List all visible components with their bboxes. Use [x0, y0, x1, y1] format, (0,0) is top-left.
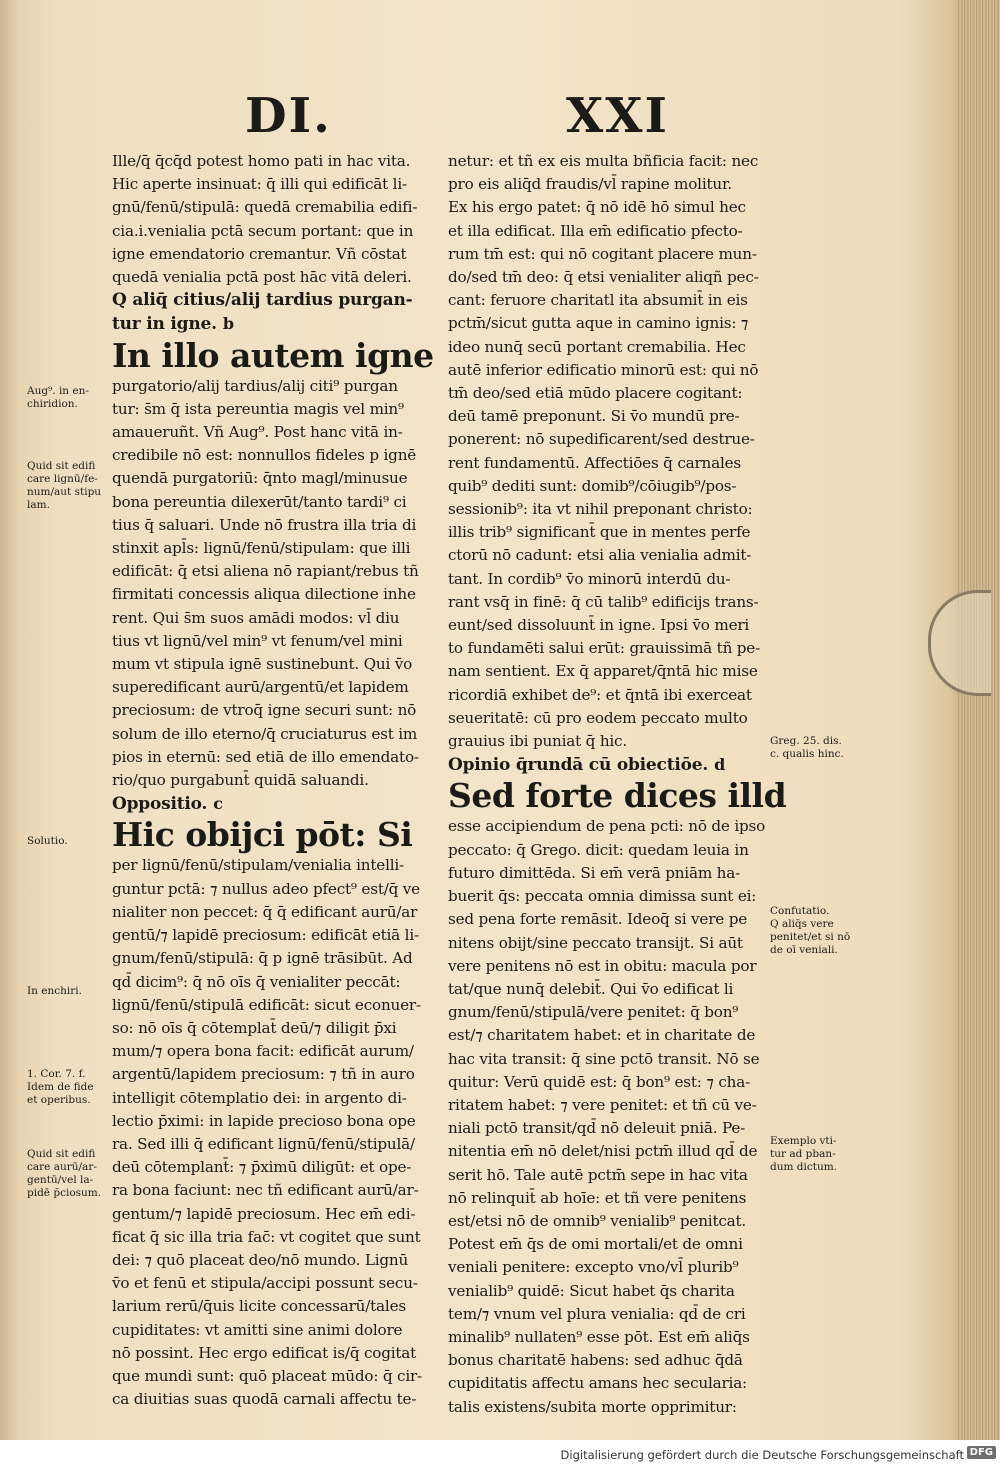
text-line [448, 908, 773, 931]
text-line [112, 421, 437, 444]
text-line [112, 537, 437, 560]
text-line [112, 901, 437, 924]
margin-note: 1. Cor. 7. f. Idem de fide et operibus. [27, 1068, 94, 1106]
line-text: stinxit apl̄s: lignū/fenū/stipulam: que illi [112, 539, 411, 558]
text-line [112, 1156, 437, 1179]
line-text: sed pena forte remāsit. Ideoq̄ si vere pe [448, 910, 747, 929]
text-line [448, 1071, 773, 1094]
text-line [112, 994, 437, 1017]
text-line [448, 707, 773, 730]
text-line [112, 607, 437, 630]
line-text: rent fundamentū. Affectiōes q̄ carnales [448, 453, 742, 472]
text-line [448, 684, 773, 707]
line-text: tius vt lignū/vel min⁹ vt fenum/vel mini [112, 631, 403, 650]
line-text: gnum/fenū/stipulā: q̄ p ignē trāsibūt. Ad [112, 949, 413, 968]
line-text: venialib⁹ quidē: Sicut habet q̄s charita [448, 1281, 735, 1300]
line-text: autē inferior edificatio minorū est: qui nō [448, 360, 759, 379]
footer-credit: Digitalisierung gefördert durch die Deutsche Forschungsgemeinschaft [560, 1448, 964, 1462]
text-line [112, 375, 437, 398]
left-text-column [112, 150, 437, 1411]
footer-bar [0, 1440, 1000, 1470]
line-text: quedā venialia pctā post hāc vitā deleri. [112, 268, 412, 287]
line-text: rent. Qui s̄m suos amādi modos: vl̄ diu [112, 608, 400, 627]
text-line [448, 932, 773, 955]
text-line [448, 614, 773, 637]
line-text: amaueruñt. Vñ Aug⁹. Post hanc vitā in- [112, 423, 403, 442]
margin-note: Quid sit edifi care aurū/ar- gentū/vel la- pidē p̄ciosum. [27, 1148, 102, 1199]
line-text: netur: et tñ ex eis multa bñficia facit: nec [448, 152, 759, 170]
line-text: ra bona faciunt: nec tñ edificant aurū/ar- [112, 1181, 419, 1200]
line-text: gnum/fenū/stipulā/vere penitet: q̄ bon⁹ [448, 1003, 739, 1022]
line-text: niali pctō transit/qd̄ nō deleuit pniā. Pe- [448, 1119, 746, 1138]
text-line [112, 467, 437, 490]
text-line [448, 1117, 773, 1140]
text-line [112, 676, 437, 699]
line-text: quendā purgatoriū: q̄nto magl/minusue [112, 469, 408, 488]
line-text: edificāt: q̄ etsi aliena nō rapiant/rebus tñ [112, 562, 419, 581]
text-line [448, 1396, 773, 1419]
line-text: ritatem habet: ⁊ vere penitet: et tñ cū ve- [448, 1095, 757, 1114]
text-line [112, 266, 437, 289]
margin-note: Confutatio. Q aliq̄s vere penitet/et si nō de oī veniali. [770, 905, 851, 956]
text-line [448, 568, 773, 591]
line-text: ficat q̄ sic illa tria fac̄: vt cogitet que sunt [112, 1227, 421, 1246]
text-line [112, 560, 437, 583]
line-text: seueritatē: cū pro eodem peccato multo [448, 708, 748, 727]
text-line [448, 1349, 773, 1372]
text-line [448, 521, 773, 544]
line-text: per lignū/fenū/stipulam/venialia intelli- [112, 856, 404, 875]
text-line [112, 854, 437, 877]
line-text: tem/⁊ vnum vel plura venialia: qd̄ de cri [448, 1304, 746, 1323]
text-line [448, 220, 773, 243]
line-text: bonus charitatē habens: sed adhuc q̄dā [448, 1351, 743, 1370]
text-line [112, 1063, 437, 1086]
line-text: pios in eternū: sed etiā de illo emendato- [112, 747, 419, 766]
line-text: Opinio q̄rundā cū obiectiōe. [448, 755, 709, 776]
text-line [112, 491, 437, 514]
text-line [112, 1272, 437, 1295]
line-text: deū tamē preponunt. Si v̄o mundū pre- [448, 407, 740, 426]
line-text: nam sentient. Ex q̄ apparet/q̄ntā hic mise [448, 662, 758, 681]
text-line [448, 452, 773, 475]
line-text: lignū/fenū/stipulā edificāt: sicut econuer- [112, 995, 421, 1014]
text-line [112, 583, 437, 606]
text-line [448, 544, 773, 567]
line-text: so: nō oīs q̄ cōtemplat̄ deū/⁊ diligit p̄xi [112, 1018, 397, 1037]
text-line [112, 173, 437, 196]
line-text: firmitati concessis aliqua dilectione inhe [112, 585, 416, 604]
text-line [112, 337, 437, 375]
line-text: nialiter non peccet: q̄ q̄ edificant aurū/ar [112, 902, 418, 921]
line-text: dei: ⁊ quō placeat deo/nō mundo. Lignū [112, 1250, 409, 1269]
line-text: In illo autem igne [112, 335, 434, 375]
line-text: mum vt stipula ignē sustinebunt. Qui v̄o [112, 655, 413, 674]
line-text: gentum/⁊ lapidē preciosum. Hec em̄ edi- [112, 1204, 416, 1223]
line-text: illis trib⁹ significant̄ que in mentes perfe [448, 523, 751, 542]
line-text: minalib⁹ nullaten⁹ esse pōt. Est em̄ aliq̄s [448, 1327, 750, 1346]
text-line [448, 1048, 773, 1071]
line-text: v̄o et fenū et stipula/accipi possunt secu- [112, 1274, 418, 1293]
text-line [448, 173, 773, 196]
text-line [448, 289, 773, 312]
text-line [448, 475, 773, 498]
dfg-logo: DFG [967, 1446, 996, 1459]
text-line [112, 769, 437, 792]
text-line [448, 312, 773, 335]
line-text: serit hō. Tale autē pctm̄ sepe in hac vita [448, 1165, 748, 1184]
line-text: credibile nō est: nonnullos fideles p ignē [112, 446, 417, 465]
line-text: Ille/q̄ q̄cq̄d potest homo pati in hac vita. [112, 152, 411, 170]
line-text: eunt/sed dissoluunt̄ in igne. Ipsi v̄o meri [448, 616, 750, 635]
line-text: tm̄ deo/sed etiā mūdo placere cogitant: [448, 384, 743, 403]
text-line [112, 444, 437, 467]
text-line [112, 289, 437, 312]
line-text: mum/⁊ opera bona facit: edificāt aurum/ [112, 1042, 414, 1061]
line-text: Hic obijci pōt: Si [112, 815, 413, 855]
text-line [112, 1203, 437, 1226]
line-text: nō possint. Hec ergo edificat is/q̄ cogitat [112, 1343, 417, 1362]
line-text: vere penitens nō est in obitu: macula por [448, 956, 757, 975]
text-line [448, 1280, 773, 1303]
line-text: cupiditatis affectu amans hec secularia: [448, 1374, 747, 1393]
line-text: preciosum: de vtroq̄ igne securi sunt: nō [112, 701, 417, 720]
line-text: tur in igne. [112, 314, 217, 335]
line-text: ricordiā exhibet de⁹: et q̄ntā ibi exerceat [448, 685, 752, 704]
text-line [448, 359, 773, 382]
text-line [112, 723, 437, 746]
line-text: ra. Sed illi q̄ edificant lignū/fenū/stipulā/ [112, 1134, 415, 1153]
line-text: rant vsq̄ in finē: q̄ cū talib⁹ edificijs trans- [448, 592, 759, 611]
text-line [448, 978, 773, 1001]
text-line [112, 924, 437, 947]
line-text: rum tm̄ est: qui nō cogitant placere mun- [448, 244, 757, 263]
section-letter: d [714, 755, 726, 775]
text-line [112, 1342, 437, 1365]
text-line [448, 1256, 773, 1279]
line-text: tius q̄ saluari. Unde nō frustra illa tria di [112, 515, 417, 534]
line-text: do/sed tm̄ deo: q̄ etsi venialiter aliqñ pec- [448, 268, 759, 287]
line-text: purgatorio/alij tardius/alij citi⁹ purgan [112, 376, 398, 395]
text-line [112, 196, 437, 219]
text-line [448, 1164, 773, 1187]
text-line [448, 1372, 773, 1395]
line-text: ctorū nō cadunt: etsi alia venialia admit- [448, 546, 752, 565]
line-text: sessionib⁹: ita vt nihil preponant christo: [448, 500, 753, 519]
text-line [448, 1210, 773, 1233]
line-text: est/⁊ charitatem habet: et in charitate de [448, 1026, 756, 1045]
line-text: larium rerū/q̄uis licite concessarū/tales [112, 1297, 406, 1316]
text-line [112, 1179, 437, 1202]
text-line [112, 514, 437, 537]
line-text: cant: feruore charitatl ita absumit̄ in eis [448, 291, 748, 310]
line-text: que mundi sunt: quō placeat mūdo: q̄ cir- [112, 1366, 422, 1385]
section-letter: b [222, 314, 234, 334]
text-line [112, 653, 437, 676]
text-line [112, 1110, 437, 1133]
line-text: tur: s̄m q̄ ista pereuntia magis vel min⁹ [112, 399, 404, 418]
line-text: igne emendatorio cremantur. Vñ cōstat [112, 244, 407, 263]
text-line [448, 1303, 773, 1326]
text-line [448, 591, 773, 614]
line-text: Potest em̄ q̄s de omi mortali/et de omni [448, 1235, 743, 1254]
line-text: hac vita transit: q̄ sine pctō transit. Nō se [448, 1049, 760, 1068]
text-line [448, 1187, 773, 1210]
line-text: veniali penitere: excepto vno/vl̄ plurib⁹ [448, 1258, 739, 1277]
folio-right: XXI [566, 88, 669, 144]
line-text: peccato: q̄ Grego. dicit: quedam leuia in [448, 840, 749, 859]
text-line [112, 1017, 437, 1040]
text-line [448, 428, 773, 451]
line-text: quitur: Verū quidē est: q̄ bon⁹ est: ⁊ cha- [448, 1072, 751, 1091]
margin-note: Aug⁹. in en- chiridion. [27, 385, 89, 410]
text-line [112, 1087, 437, 1110]
text-line [112, 1319, 437, 1342]
text-line [112, 243, 437, 266]
line-text: to fundamēti salui erūt: grauissimā tñ pe- [448, 639, 761, 658]
text-line [448, 498, 773, 521]
text-line [448, 1001, 773, 1024]
line-text: rio/quo purgabunt̄ quidā saluandi. [112, 771, 369, 790]
line-text: lectio p̄ximi: in lapide precioso bona ope [112, 1111, 416, 1130]
text-line [448, 405, 773, 428]
text-line [112, 878, 437, 901]
line-text: buerit q̄s: peccata omnia dimissa sunt ei: [448, 887, 757, 906]
text-line [448, 776, 787, 816]
line-text: quib⁹ dediti sunt: domib⁹/cōiugib⁹/pos- [448, 476, 737, 495]
line-text: est/etsi nō de omnib⁹ venialib⁹ penitcat. [448, 1211, 747, 1230]
line-text: guntur pctā: ⁊ nullus adeo pfect⁹ est/q̄ ve [112, 879, 420, 898]
line-text: argentū/lapidem preciosum: ⁊ tñ in auro [112, 1065, 415, 1084]
line-text: deū cōtemplant̄: ⁊ p̄ximū diligūt: et ope- [112, 1158, 412, 1177]
text-line [112, 312, 437, 336]
text-line [112, 816, 437, 854]
line-text: gentū/⁊ lapidē preciosum: edificāt etiā li- [112, 926, 419, 945]
margin-note: Greg. 25. dis. c. qualis hinc. [770, 735, 844, 760]
margin-note: Quid sit edifi care lignū/fe- num/aut stipu lam. [27, 460, 102, 511]
text-line [112, 947, 437, 970]
line-text: nō relinquit̄ ab hoīe: et tñ vere penitens [448, 1188, 747, 1207]
line-text: Hic aperte insinuat: q̄ illi qui edificāt li- [112, 175, 407, 194]
text-line [448, 382, 773, 405]
text-line [448, 150, 773, 173]
line-text: pctm̄/sicut gutta aque in camino ignis: ⁊ [448, 314, 749, 333]
text-line [112, 1365, 437, 1388]
text-line [448, 1140, 773, 1163]
text-line [112, 220, 437, 243]
text-line [448, 336, 773, 359]
line-text: et illa edificat. Illa em̄ edificatio pfecto- [448, 221, 743, 240]
text-line [448, 862, 773, 885]
line-text: gnū/fenū/stipulā: quedā cremabilia edifi- [112, 198, 418, 217]
line-text: Ex his ergo patet: q̄ nō idē hō simul hec [448, 198, 746, 217]
text-line [448, 1326, 773, 1349]
text-line [112, 1226, 437, 1249]
line-text: nitentia em̄ nō delet/nisi pctm̄ illud qd̄ de [448, 1142, 758, 1161]
line-text: nitens obijt/sine peccato transijt. Si aūt [448, 933, 743, 952]
page-edges [958, 0, 1000, 1440]
line-text: grauius ibi puniat q̄ hic. [448, 732, 627, 751]
text-line [112, 792, 437, 816]
text-line [448, 196, 773, 219]
text-line [448, 243, 773, 266]
line-text: Oppositio. [112, 794, 208, 815]
text-line [448, 637, 773, 660]
text-line [112, 746, 437, 769]
text-line [112, 971, 437, 994]
line-text: tat/que nunq̄ delebit̄. Qui v̄o edificat li [448, 979, 734, 998]
line-text: Sed forte dices illd [448, 776, 787, 816]
text-line [448, 839, 773, 862]
text-line [112, 1295, 437, 1318]
line-text: ponerent: nō supedificarent/sed destrue- [448, 430, 755, 449]
line-text: futuro dimittēda. Si em̄ verā pniām ha- [448, 863, 741, 882]
line-text: cia.i.venialia pctā secum portant: que in [112, 221, 414, 240]
text-line [448, 955, 773, 978]
text-line [448, 730, 773, 753]
text-line [112, 1249, 437, 1272]
line-text: esse accipiendum de pena pcti: nō de ipso [448, 817, 766, 836]
line-text: Q aliq̄ citius/alij tardius purgan- [112, 290, 413, 311]
margin-note: Exemplo vti- tur ad pban- dum dictum. [770, 1135, 838, 1173]
text-line [112, 630, 437, 653]
text-line [112, 398, 437, 421]
text-line [112, 699, 437, 722]
line-text: bona pereuntia dilexerūt/tanto tardi⁹ ci [112, 492, 407, 511]
text-line [448, 1094, 773, 1117]
line-text: ca diuitias suas quodā carnali affectu te- [112, 1390, 417, 1409]
line-text: qd̄ dicim⁹: q̄ nō oīs q̄ venialiter peccāt: [112, 972, 401, 991]
text-line [448, 660, 773, 683]
text-line [112, 150, 437, 173]
section-letter: c [213, 794, 223, 814]
line-text: pro eis aliq̄d fraudis/vl̄ rapine molitur. [448, 175, 732, 194]
margin-note: Solutio. [27, 835, 68, 847]
text-line [448, 753, 773, 777]
page-clip [928, 590, 991, 696]
right-text-column [448, 150, 787, 1419]
text-line [112, 1133, 437, 1156]
line-text: ideo nunq̄ secū portant cremabilia. Hec [448, 337, 746, 356]
text-line [448, 266, 773, 289]
text-line [112, 1388, 437, 1411]
text-line [112, 1040, 437, 1063]
line-text: cupiditates: vt amitti sine animi dolore [112, 1320, 403, 1339]
text-line [448, 815, 773, 838]
line-text: tant. In cordib⁹ v̄o minorū interdū du- [448, 569, 731, 588]
text-line [448, 1233, 773, 1256]
folio-left: DI. [245, 88, 332, 144]
line-text: intelligit cōtemplatio dei: in argento di- [112, 1088, 407, 1107]
line-text: talis existens/subita morte opprimitur: [448, 1397, 737, 1416]
text-line [448, 885, 773, 908]
line-text: superedificant aurū/argentū/et lapidem [112, 678, 409, 697]
margin-note: In enchiri. [27, 985, 82, 997]
line-text: solum de illo eterno/q̄ cruciaturus est im [112, 724, 418, 743]
text-line [448, 1024, 773, 1047]
